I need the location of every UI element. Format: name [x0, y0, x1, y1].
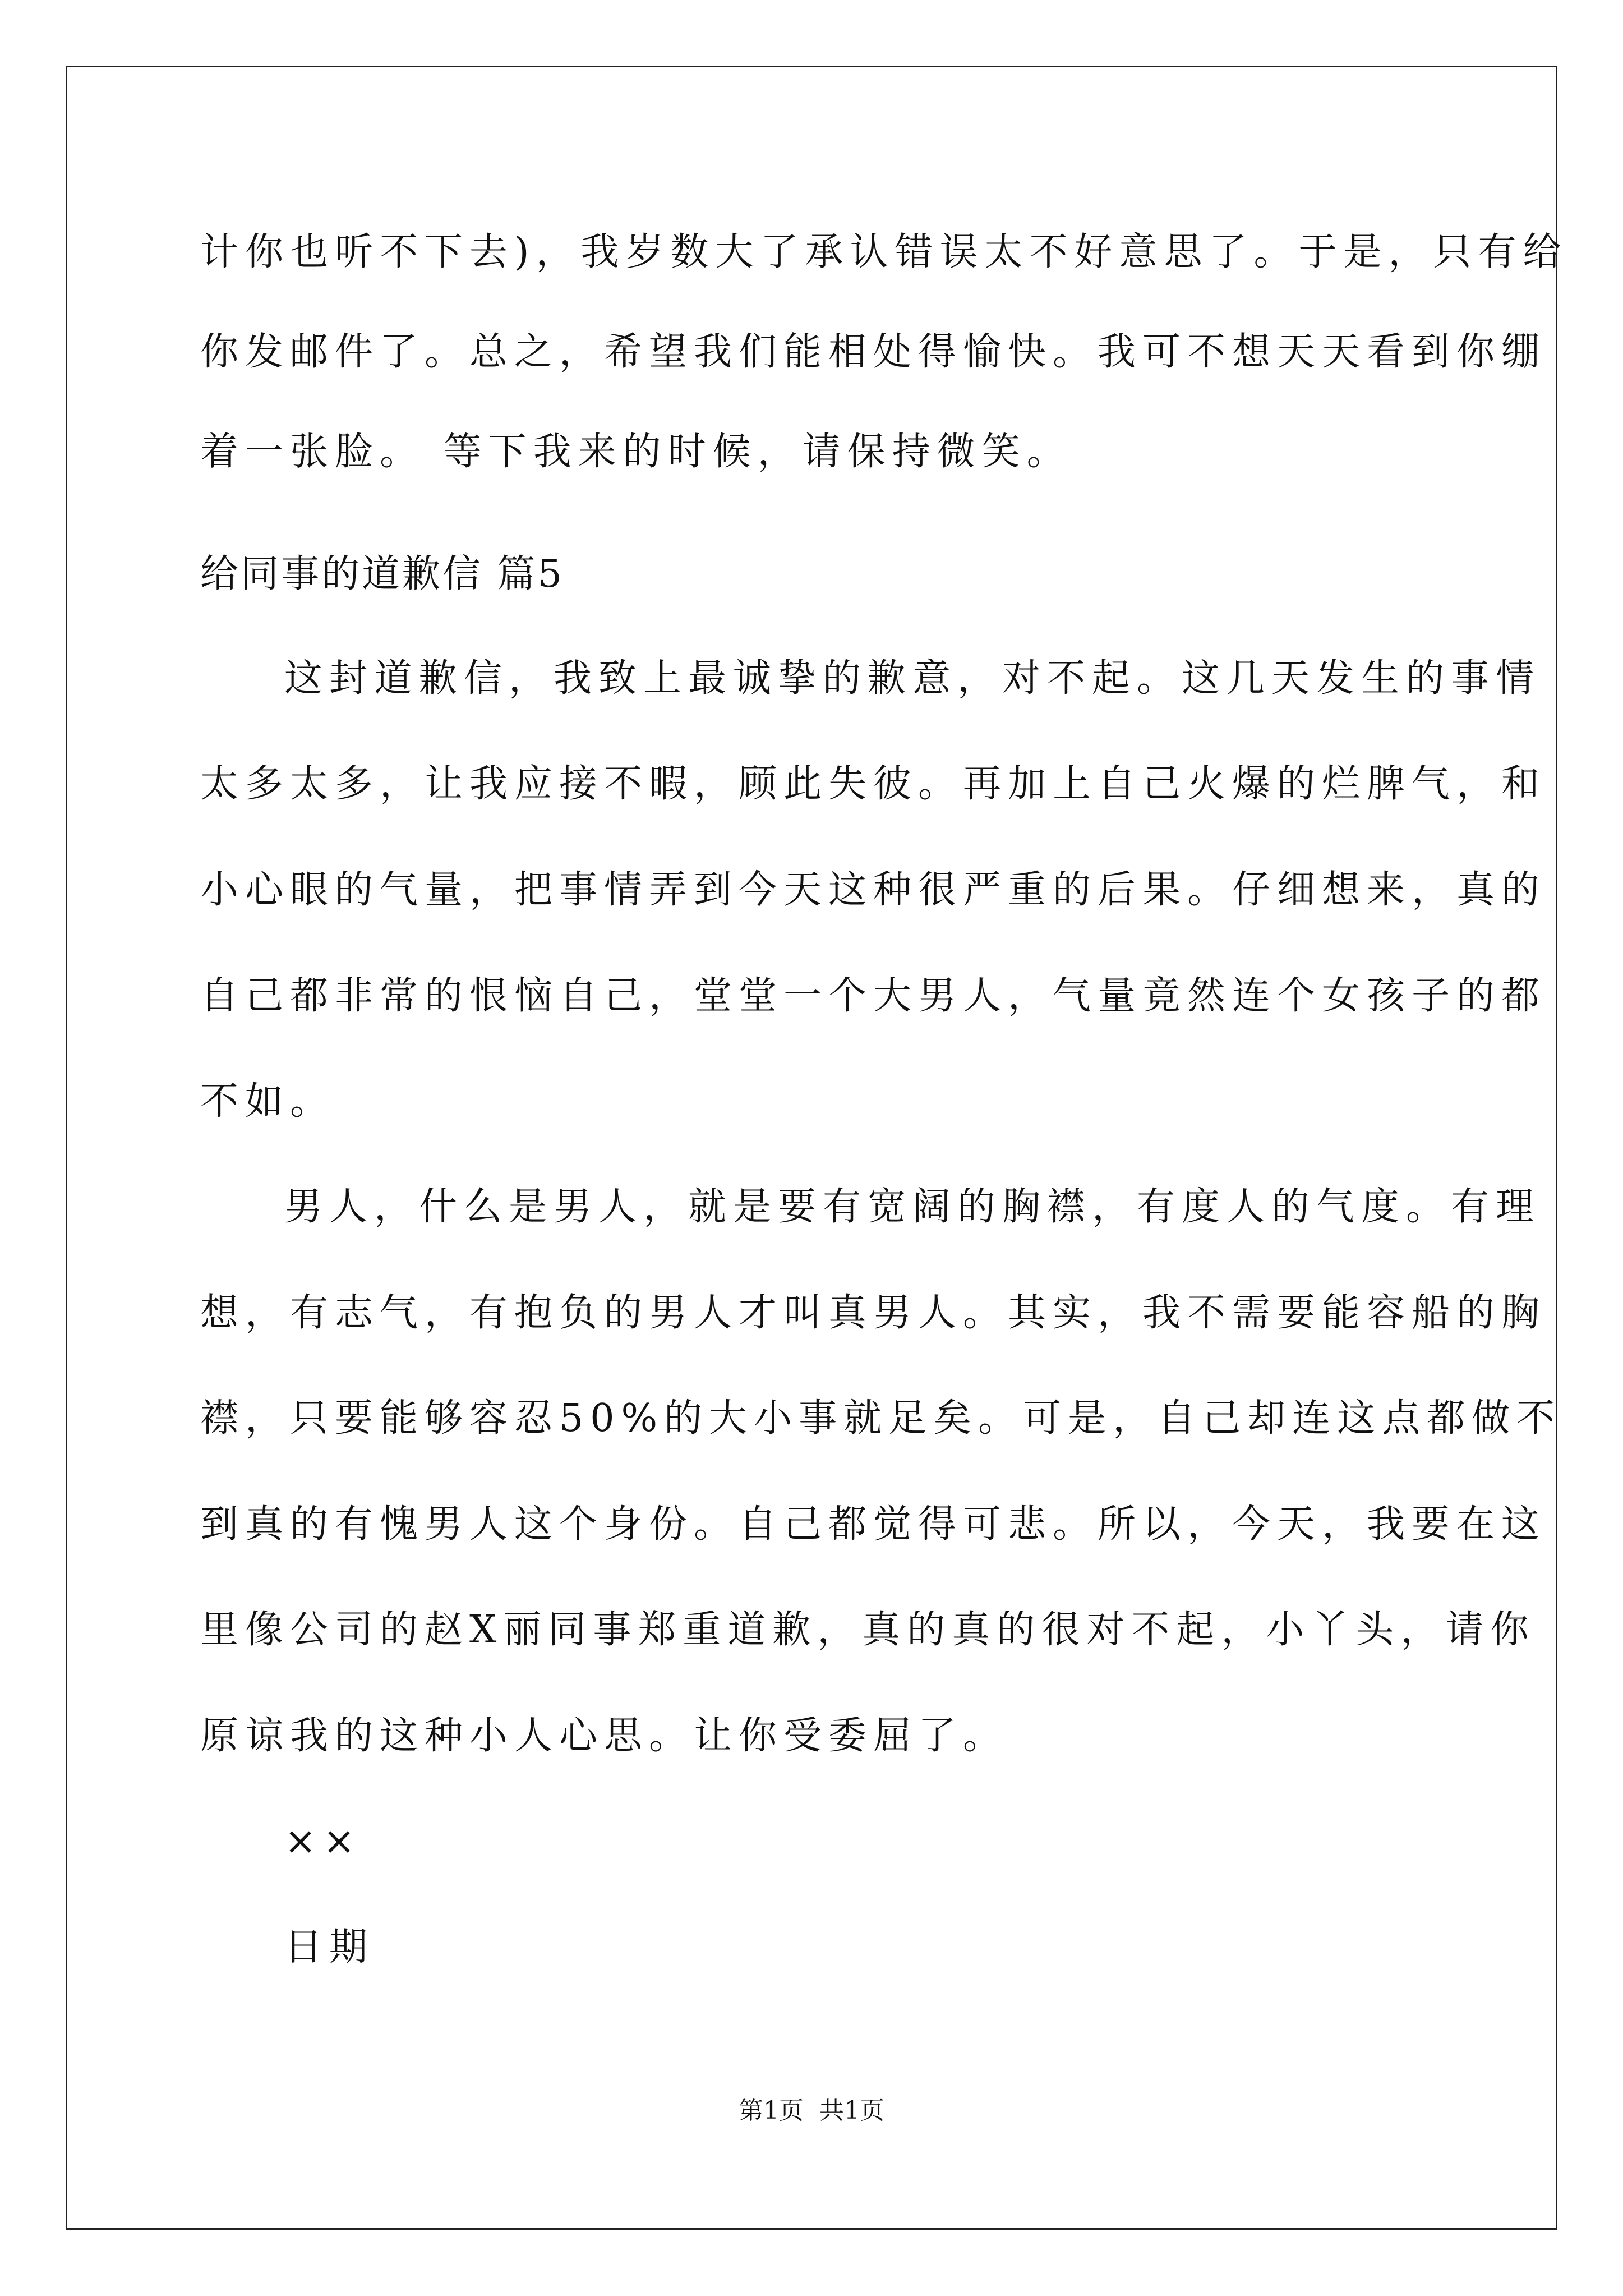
paragraph-line: 计你也听不下去)，我岁数大了承认错误太不好意思了。于是，只有给	[200, 230, 1568, 274]
paragraph-line: 男人，什么是男人，就是要有宽阔的胸襟，有度人的气度。有理	[284, 1185, 1541, 1229]
paragraph-line: 不如。	[200, 1079, 335, 1124]
paragraph-line: 小心眼的气量，把事情弄到今天这种很严重的后果。仔细想来，真的	[200, 868, 1547, 912]
paragraph-line: 想，有志气，有抱负的男人才叫真男人。其实，我不需要能容船的胸	[200, 1291, 1547, 1335]
paragraph-line: 到真的有愧男人这个身份。自己都觉得可悲。所以，今天，我要在这	[200, 1502, 1547, 1547]
date-label: 日期	[284, 1925, 375, 1970]
paragraph-line: 你发邮件了。总之，希望我们能相处得愉快。我可不想天天看到你绷	[200, 330, 1547, 374]
paragraph-line: 太多太多，让我应接不暇，顾此失彼。再加上自己火爆的烂脾气，和	[200, 762, 1547, 806]
signature: ××	[284, 1819, 362, 1864]
paragraph-line: 自己都非常的恨恼自己，堂堂一个大男人，气量竟然连个女孩子的都	[200, 974, 1547, 1018]
paragraph-line: 里像公司的赵X丽同事郑重道歉，真的真的很对不起，小丫头，请你	[200, 1608, 1536, 1652]
page-border	[66, 66, 1557, 2230]
paragraph-line: 这封道歉信，我致上最诚挚的歉意，对不起。这几天发生的事情	[284, 656, 1541, 701]
page-footer: 第1页 共1页	[739, 2096, 884, 2125]
paragraph-line: 着一张脸。 等下我来的时候，请保持微笑。	[200, 430, 1072, 474]
section-heading: 给同事的道歉信 篇5	[200, 552, 564, 596]
paragraph-line: 原谅我的这种小人心思。让你受委屈了。	[200, 1714, 1008, 1758]
paragraph-line: 襟，只要能够容忍50%的大小事就足矣。可是，自己却连这点都做不	[200, 1396, 1562, 1441]
